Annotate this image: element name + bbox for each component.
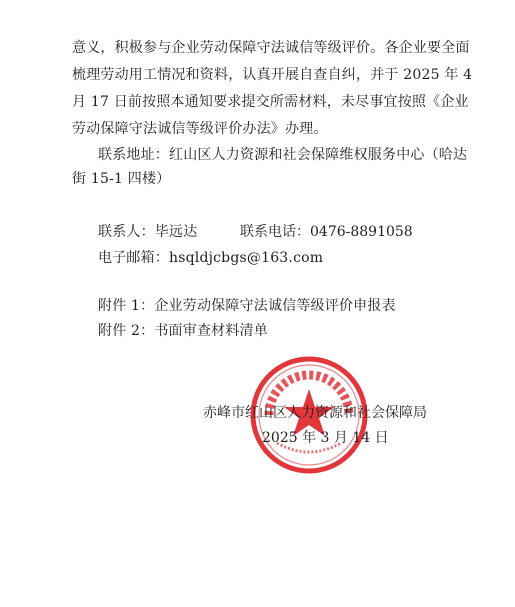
paragraph-line-2: 梳理劳动用工情况和资料，认真开展自查自纠，并于 2025 年 4 [72,67,473,83]
issue-date: 2025 年 3 月 14 日 [262,430,389,446]
attachment-1: 附件 1：企业劳动保障守法诚信等级评价申报表 [98,298,396,314]
address-line-1: 联系地址：红山区人力资源和社会保障维权服务中心（哈达 [98,147,468,163]
paragraph-line-1: 意义，积极参与企业劳动保障守法诚信等级评价。各企业要全面 [72,40,470,56]
paragraph-line-4: 劳动保障守法诚信等级评价办法》办理。 [72,121,328,137]
contact-phone: 联系电话：0476-8891058 [240,224,413,240]
contact-person: 联系人：毕远达 [98,224,198,240]
attachment-2: 附件 2：书面审查材料清单 [98,323,268,339]
address-line-2: 街 15-1 四楼） [72,171,171,187]
issuer-name: 赤峰市红山区人力资源和社会保障局 [203,405,427,421]
email-line: 电子邮箱：hsqldjcbgs@163.com [98,250,324,266]
paragraph-line-3: 月 17 日前按照本通知要求提交所需材料，未尽事宜按照《企业 [72,94,469,110]
